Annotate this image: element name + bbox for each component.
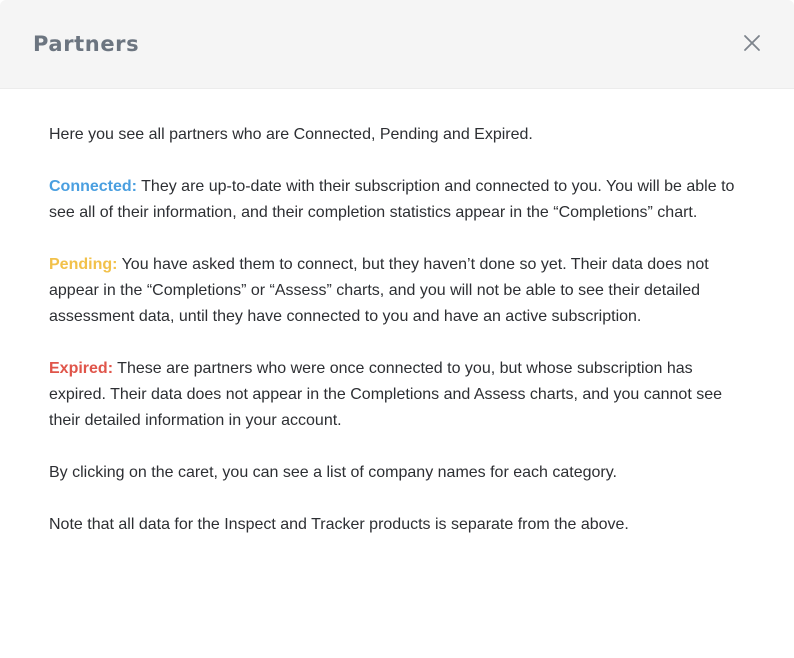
intro-text: Here you see all partners who are Connected, Pending and Expired. [49, 126, 533, 143]
close-button[interactable] [740, 31, 764, 55]
connected-label: Connected: [49, 178, 137, 195]
connected-description [49, 174, 749, 226]
connected-text: They are up-to-date with their subscription and connected to you. You will be able to see all of their information, and their completion statistics appear in the “Completions” chart. [49, 178, 735, 221]
expired-label: Expired: [49, 360, 114, 377]
pending-label: Pending: [49, 256, 118, 273]
products-note: Note that all data for the Inspect and Tracker products is separate from the above. [49, 516, 629, 533]
modal-title: Partners [33, 32, 140, 56]
expired-description [49, 356, 749, 434]
caret-note: By clicking on the caret, you can see a list of company names for each category. [49, 464, 617, 481]
pending-description [49, 252, 749, 330]
modal-header [0, 0, 794, 89]
expired-text: These are partners who were once connected to you, but whose subscription has expired. Their data does not appear in the Completions and Assess charts, and you cannot see their detailed information in your account. [49, 360, 723, 429]
close-icon [740, 31, 764, 55]
modal-body [49, 122, 749, 564]
pending-text: You have asked them to connect, but they haven’t done so yet. Their data does not appear in the “Completions” or “Assess” charts, and you will not be able to see their detailed assessment data, until they have connected to you and have an active subscription. [49, 256, 709, 325]
